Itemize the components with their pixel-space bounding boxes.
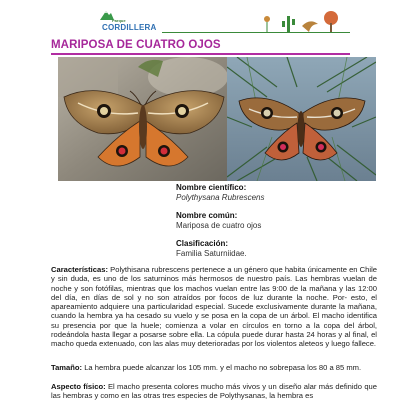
logo-small-text: Parque <box>112 18 126 23</box>
page-title: MARIPOSA DE CUATRO OJOS <box>51 39 221 51</box>
header-divider <box>162 32 350 33</box>
tree-icon <box>322 10 340 32</box>
common-name-value: Mariposa de cuatro ojos <box>176 221 262 230</box>
parque-cordillera-logo <box>100 10 158 36</box>
classification-value: Familia Saturniidae. <box>176 249 247 258</box>
logo-text: CORDILLERA <box>102 23 157 32</box>
title-underline <box>51 53 350 55</box>
flower-icon <box>262 14 272 32</box>
classification-block <box>176 183 376 259</box>
scientific-name-value: Polythysana Rubrescens <box>176 193 265 202</box>
aspect-paragraph <box>51 382 377 401</box>
bird-icon <box>302 18 318 32</box>
size-paragraph <box>51 363 377 372</box>
common-name-label: Nombre común: <box>176 211 238 220</box>
page-header <box>0 8 400 38</box>
moth-photo-left <box>58 57 227 181</box>
size-text: La hembra puede alcanzar los 105 mm. y el macho no sobrepasa los 80 a 85 mm. <box>82 363 362 372</box>
characteristics-label: Características: <box>51 265 108 274</box>
scientific-name-label: Nombre científico: <box>176 183 247 192</box>
classification-label: Clasificación: <box>176 239 229 248</box>
moth-photo-right <box>227 57 376 181</box>
characteristics-text: Polythisana rubrescens pertenece a un género que habita únicamente en Chile y sin duda, es uno de los saturninos más hermosos de nuestro país. Las hembras vuelan de noche y son fotófilas, mientras que los machos vuelan entre las 9:00 de la mañana y las 12:00 del día, en días de sol y no son atraídos por focos de luz durante la noche. Por- esto, el apareamiento adquiere una particularidad especial. Sucede exclusivamente durante la mañana, cuando la hembra ya ha cesado su vuelo y se posa en la copa de un árbol. El macho identifica su presencia por que la huele; comienza a volar en círculos en torno a la copa del árbol, rodeándola hasta llegar a posarse sobre ella. La cópula puede durar hasta 24 horas y al final, el macho queda extenuado, con las alas muy deterioradas por los violentos aleteos y luego fallece. <box>51 265 377 348</box>
aspect-label: Aspecto físico: <box>51 382 106 391</box>
size-label: Tamaño: <box>51 363 83 372</box>
aspect-text: El macho presenta colores mucho más vivos y un diseño alar más definido que las hembras y como en las otras tres especies de Polythysanas, la hembra es <box>51 382 377 401</box>
cactus-icon <box>280 14 296 32</box>
characteristics-paragraph <box>51 265 377 348</box>
